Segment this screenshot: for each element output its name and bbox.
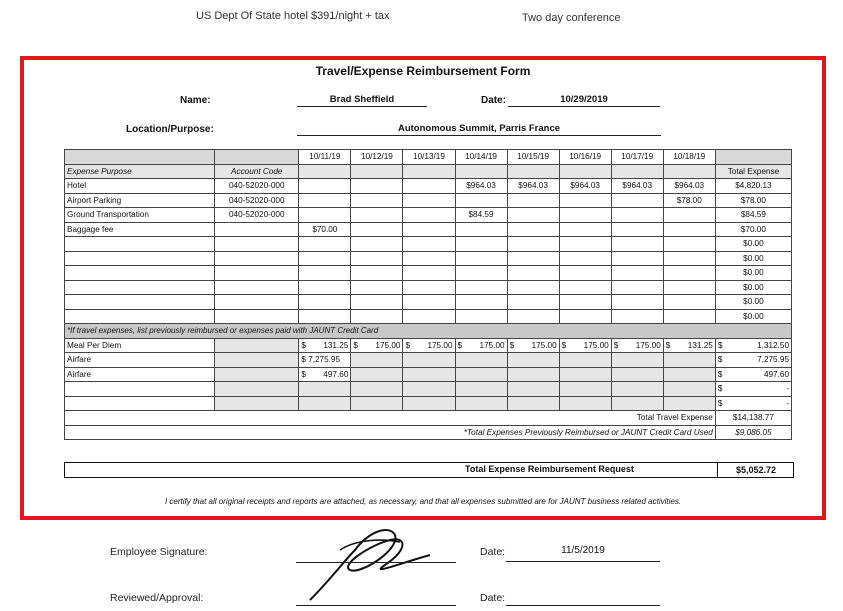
expense-purpose-cell: Hotel [65, 179, 215, 194]
expense-row [65, 251, 792, 266]
reviewed-approval-label: Reviewed/Approval: [110, 592, 204, 604]
day-amount-cell [455, 280, 507, 295]
day-amount-cell-amount: 175.00 [427, 340, 453, 350]
column-header-row [65, 164, 792, 179]
day-amount-cell [507, 396, 559, 411]
day-amount-cell [507, 309, 559, 324]
expense-purpose-cell: Ground Transportation [65, 208, 215, 223]
grand-total-row [64, 462, 794, 478]
day-amount-cell [507, 266, 559, 281]
name-label: Name: [180, 95, 211, 106]
travel-total-cell-amount: 7,275.95 [757, 355, 789, 365]
day-amount-cell [663, 396, 715, 411]
day-amount-cell [559, 222, 611, 237]
day-amount-cell [611, 295, 663, 310]
expense-row [65, 237, 792, 252]
day-amount-cell [403, 193, 455, 208]
day-amount-cell [663, 367, 715, 382]
account-code-cell [215, 237, 299, 252]
expense-purpose-cell [65, 251, 215, 266]
approval-date-label: Date: [480, 592, 506, 604]
day-amount-cell [403, 295, 455, 310]
day-amount-cell [559, 338, 611, 353]
signature-date-value: 11/5/2019 [561, 545, 605, 556]
day-amount-cell [507, 193, 559, 208]
grand-total-value: $5,052.72 [717, 463, 794, 477]
travel-row [65, 338, 792, 353]
day-amount-cell [403, 382, 455, 397]
travel-total-cell-wrap [718, 355, 789, 364]
day-amount-cell-wrap [458, 341, 505, 350]
day-amount-cell-amount: 175.00 [531, 340, 557, 350]
expense-purpose-cell [65, 295, 215, 310]
account-code-cell [215, 353, 299, 368]
day-amount-cell: $964.03 [507, 179, 559, 194]
grand-total-label: Total Expense Reimbursement Request [465, 464, 634, 474]
date-header: 10/15/19 [507, 150, 559, 165]
dollar-sign: $ [613, 340, 619, 350]
day-amount-cell [507, 295, 559, 310]
day-amount-cell-wrap [301, 370, 348, 379]
row-total-cell: $0.00 [715, 266, 791, 281]
account-code-cell: 040-52020-000 [215, 179, 299, 194]
day-amount-cell [507, 237, 559, 252]
dollar-sign: $ [717, 340, 723, 350]
day-amount-cell [455, 367, 507, 382]
day-amount-cell [403, 367, 455, 382]
row-total-cell: $0.00 [715, 309, 791, 324]
blank-header-cell [299, 164, 351, 179]
account-code-cell [215, 251, 299, 266]
day-amount-cell-wrap [510, 341, 557, 350]
day-amount-cell [611, 367, 663, 382]
day-amount-cell [299, 208, 351, 223]
row-total-cell: $78.00 [715, 193, 791, 208]
day-amount-cell [351, 295, 403, 310]
date-value: 10/29/2019 [508, 94, 660, 107]
employee-signature-label: Employee Signature: [110, 546, 208, 558]
day-amount-cell-wrap [614, 341, 661, 350]
travel-row [65, 382, 792, 397]
travel-purpose-cell [65, 382, 215, 397]
account-code-cell [215, 266, 299, 281]
travel-total-cell-wrap [718, 341, 789, 350]
expense-row [65, 309, 792, 324]
travel-total-cell-amount: - [786, 398, 789, 408]
day-amount-cell-amount: 175.00 [479, 340, 505, 350]
day-amount-cell [299, 280, 351, 295]
account-code-header: Account Code [215, 164, 299, 179]
day-amount-cell [611, 382, 663, 397]
blank-header-cell [65, 150, 215, 165]
travel-purpose-cell: Airfare [65, 367, 215, 382]
day-amount-cell [455, 251, 507, 266]
day-amount-cell [559, 251, 611, 266]
account-code-cell [215, 367, 299, 382]
row-total-cell: $70.00 [715, 222, 791, 237]
account-code-cell [215, 396, 299, 411]
day-amount-cell [455, 222, 507, 237]
expense-row [65, 208, 792, 223]
day-amount-cell [507, 208, 559, 223]
day-amount-cell [663, 208, 715, 223]
day-amount-cell [507, 382, 559, 397]
dollar-sign: $ [457, 340, 463, 350]
travel-row [65, 367, 792, 382]
travel-total-cell [715, 338, 791, 353]
day-amount-cell [403, 338, 455, 353]
travel-row [65, 353, 792, 368]
expense-purpose-header: Expense Purpose [65, 164, 215, 179]
expense-row [65, 295, 792, 310]
day-amount-cell [455, 396, 507, 411]
date-header: 10/14/19 [455, 150, 507, 165]
name-value: Brad Sheffield [297, 94, 427, 107]
expense-purpose-cell [65, 266, 215, 281]
day-amount-cell [663, 309, 715, 324]
day-amount-cell [611, 222, 663, 237]
day-amount-cell [663, 353, 715, 368]
day-amount-cell [299, 237, 351, 252]
day-amount-cell [351, 266, 403, 281]
hotel-rate-note: US Dept Of State hotel $391/night + tax [196, 10, 390, 22]
day-amount-cell [559, 193, 611, 208]
day-amount-cell: $964.03 [455, 179, 507, 194]
travel-note-row [65, 324, 792, 339]
dollar-sign: $ [353, 340, 358, 350]
date-label: Date: [481, 95, 507, 106]
day-amount-cell [663, 338, 715, 353]
travel-note: *If travel expenses, list previously reimbursed or expenses paid with JAUNT Credit Card [65, 324, 792, 339]
day-amount-cell [455, 237, 507, 252]
day-amount-cell [559, 266, 611, 281]
day-amount-cell-wrap [301, 341, 348, 350]
date-header: 10/13/19 [403, 150, 455, 165]
day-amount-cell [403, 309, 455, 324]
day-amount-cell [559, 280, 611, 295]
day-amount-cell-wrap [353, 341, 400, 350]
day-amount-cell [611, 353, 663, 368]
day-amount-cell [559, 353, 611, 368]
day-amount-cell [611, 338, 663, 353]
dollar-sign: $ [665, 340, 671, 350]
expense-row [65, 193, 792, 208]
account-code-cell [215, 280, 299, 295]
conference-note: Two day conference [522, 12, 621, 24]
account-code-cell: 040-52020-000 [215, 208, 299, 223]
day-amount-cell [351, 193, 403, 208]
day-amount-cell [455, 295, 507, 310]
day-amount-cell [299, 367, 351, 382]
day-amount-cell [351, 382, 403, 397]
expense-purpose-cell: Airport Parking [65, 193, 215, 208]
travel-total-cell-wrap [718, 370, 789, 379]
row-total-cell: $0.00 [715, 295, 791, 310]
day-amount-cell [351, 280, 403, 295]
day-amount-cell [351, 309, 403, 324]
total-travel-value: $14,138.77 [715, 411, 791, 426]
day-amount-cell [351, 338, 403, 353]
row-total-cell: $0.00 [715, 251, 791, 266]
day-amount-cell [403, 266, 455, 281]
day-amount-cell [611, 266, 663, 281]
day-amount-cell-wrap [666, 341, 713, 350]
day-amount-cell [351, 251, 403, 266]
day-amount-cell [559, 237, 611, 252]
day-amount-cell [611, 280, 663, 295]
blank-header-cell [663, 164, 715, 179]
location-label: Location/Purpose: [126, 124, 214, 135]
day-amount-cell [507, 367, 559, 382]
blank-header-cell [403, 164, 455, 179]
prev-reimbursed-row [65, 425, 792, 440]
signature-date-line [506, 561, 660, 562]
signature-date-label: Date: [480, 546, 506, 558]
travel-total-cell-amount: - [786, 384, 789, 394]
travel-total-cell [715, 382, 791, 397]
day-amount-cell [559, 295, 611, 310]
day-amount-cell [455, 266, 507, 281]
travel-total-cell [715, 396, 791, 411]
day-amount-cell [299, 309, 351, 324]
day-amount-cell [663, 382, 715, 397]
day-amount-cell [351, 396, 403, 411]
blank-header-cell [611, 164, 663, 179]
reviewed-approval-line [296, 605, 456, 606]
expense-table [64, 149, 792, 440]
dollar-sign: $ [717, 369, 723, 379]
day-amount-cell-amount: 175.00 [583, 340, 609, 350]
day-amount-cell [663, 295, 715, 310]
day-amount-cell [455, 353, 507, 368]
dollar-sign: $ [717, 355, 723, 365]
day-amount-cell-wrap [562, 341, 609, 350]
travel-row [65, 396, 792, 411]
account-code-cell [215, 309, 299, 324]
day-amount-cell [611, 208, 663, 223]
account-code-cell: 040-52020-000 [215, 193, 299, 208]
day-amount-cell [559, 208, 611, 223]
day-amount-cell [351, 222, 403, 237]
travel-total-cell-wrap [718, 384, 789, 393]
date-header: 10/17/19 [611, 150, 663, 165]
day-amount-cell-amount: 175.00 [375, 340, 401, 350]
day-amount-cell [663, 222, 715, 237]
blank-header-cell [215, 150, 299, 165]
expense-purpose-cell [65, 309, 215, 324]
day-amount-cell [299, 396, 351, 411]
blank-header-cell [715, 150, 791, 165]
day-amount-cell [611, 237, 663, 252]
day-amount-cell [403, 353, 455, 368]
day-amount-cell: $84.59 [455, 208, 507, 223]
day-amount-cell [507, 338, 559, 353]
expense-purpose-cell [65, 237, 215, 252]
account-code-cell [215, 222, 299, 237]
account-code-cell [215, 295, 299, 310]
day-amount-cell: $ 7,275.95 [299, 353, 351, 368]
day-amount-cell [299, 193, 351, 208]
total-travel-label: Total Travel Expense [65, 411, 716, 426]
total-expense-header: Total Expense [715, 164, 791, 179]
date-header: 10/18/19 [663, 150, 715, 165]
dollar-sign: $ [301, 369, 306, 379]
employee-signature-line [296, 562, 456, 563]
expense-row [65, 222, 792, 237]
account-code-cell [215, 382, 299, 397]
travel-total-cell [715, 353, 791, 368]
day-amount-cell: $964.03 [663, 179, 715, 194]
location-value: Autonomous Summit, Parris France [297, 123, 661, 136]
travel-purpose-cell [65, 396, 215, 411]
day-amount-cell [455, 309, 507, 324]
travel-total-cell-wrap [718, 399, 789, 408]
dollar-sign: $ [717, 384, 723, 394]
date-header-row [65, 150, 792, 165]
day-amount-cell [559, 309, 611, 324]
blank-header-cell [351, 164, 403, 179]
blank-header-cell [455, 164, 507, 179]
day-amount-cell [663, 266, 715, 281]
day-amount-cell [507, 353, 559, 368]
day-amount-cell [403, 222, 455, 237]
day-amount-cell [351, 353, 403, 368]
day-amount-cell [507, 222, 559, 237]
day-amount-cell: $78.00 [663, 193, 715, 208]
day-amount-cell-amount: 131.25 [323, 340, 349, 350]
day-amount-cell [351, 208, 403, 223]
expense-purpose-cell [65, 280, 215, 295]
row-total-cell: $84.59 [715, 208, 791, 223]
row-total-cell: $0.00 [715, 280, 791, 295]
day-amount-cell [559, 396, 611, 411]
day-amount-cell-amount: 175.00 [635, 340, 661, 350]
approval-date-line [506, 605, 660, 606]
day-amount-cell-amount: 497.60 [323, 369, 349, 379]
day-amount-cell: $964.03 [559, 179, 611, 194]
travel-total-cell-amount: 1,312.50 [757, 340, 789, 350]
day-amount-cell [611, 193, 663, 208]
day-amount-cell [403, 280, 455, 295]
dollar-sign: $ [717, 398, 723, 408]
day-amount-cell [611, 396, 663, 411]
day-amount-cell [403, 396, 455, 411]
day-amount-cell [507, 280, 559, 295]
travel-purpose-cell: Airfare [65, 353, 215, 368]
day-amount-cell [299, 295, 351, 310]
day-amount-cell [351, 367, 403, 382]
day-amount-cell [611, 309, 663, 324]
day-amount-cell [299, 338, 351, 353]
day-amount-cell-amount: 131.25 [687, 340, 713, 350]
prev-reimbursed-label: *Total Expenses Previously Reimbursed or JAUNT Credit Card Used [65, 425, 716, 440]
day-amount-cell-wrap [405, 341, 452, 350]
day-amount-cell [299, 179, 351, 194]
day-amount-cell [403, 179, 455, 194]
dollar-sign: $ [509, 340, 515, 350]
travel-total-cell [715, 367, 791, 382]
dollar-sign: $ [405, 340, 410, 350]
expense-purpose-cell: Baggage fee [65, 222, 215, 237]
form-title: Travel/Expense Reimbursement Form [315, 64, 531, 78]
certification-text: I certify that all original receipts and reports are attached, as necessary, and that all expenses submitted are for JAUNT business related activities. [164, 497, 682, 506]
day-amount-cell [663, 251, 715, 266]
date-header: 10/11/19 [299, 150, 351, 165]
day-amount-cell [351, 179, 403, 194]
row-total-cell: $4,820.13 [715, 179, 791, 194]
highlight-frame [20, 56, 826, 520]
account-code-cell [215, 338, 299, 353]
day-amount-cell [455, 338, 507, 353]
date-header: 10/12/19 [351, 150, 403, 165]
day-amount-cell: $70.00 [299, 222, 351, 237]
blank-header-cell [507, 164, 559, 179]
day-amount-cell [507, 251, 559, 266]
day-amount-cell [559, 382, 611, 397]
row-total-cell: $0.00 [715, 237, 791, 252]
expense-row [65, 266, 792, 281]
travel-purpose-cell: Meal Per Diem [65, 338, 215, 353]
expense-row [65, 280, 792, 295]
day-amount-cell [299, 251, 351, 266]
dollar-sign: $ [561, 340, 567, 350]
day-amount-cell [663, 280, 715, 295]
day-amount-cell [611, 251, 663, 266]
expense-row [65, 179, 792, 194]
day-amount-cell [663, 237, 715, 252]
day-amount-cell [351, 237, 403, 252]
total-travel-row [65, 411, 792, 426]
day-amount-cell [299, 382, 351, 397]
blank-header-cell [559, 164, 611, 179]
date-header: 10/16/19 [559, 150, 611, 165]
day-amount-cell [455, 382, 507, 397]
day-amount-cell [403, 237, 455, 252]
day-amount-cell [403, 251, 455, 266]
day-amount-cell [455, 193, 507, 208]
dollar-sign: $ [301, 340, 306, 350]
day-amount-cell [559, 367, 611, 382]
day-amount-cell [299, 266, 351, 281]
day-amount-cell [403, 208, 455, 223]
day-amount-cell: $964.03 [611, 179, 663, 194]
travel-total-cell-amount: 497.60 [763, 369, 789, 379]
prev-reimbursed-value: $9,086.05 [715, 425, 791, 440]
